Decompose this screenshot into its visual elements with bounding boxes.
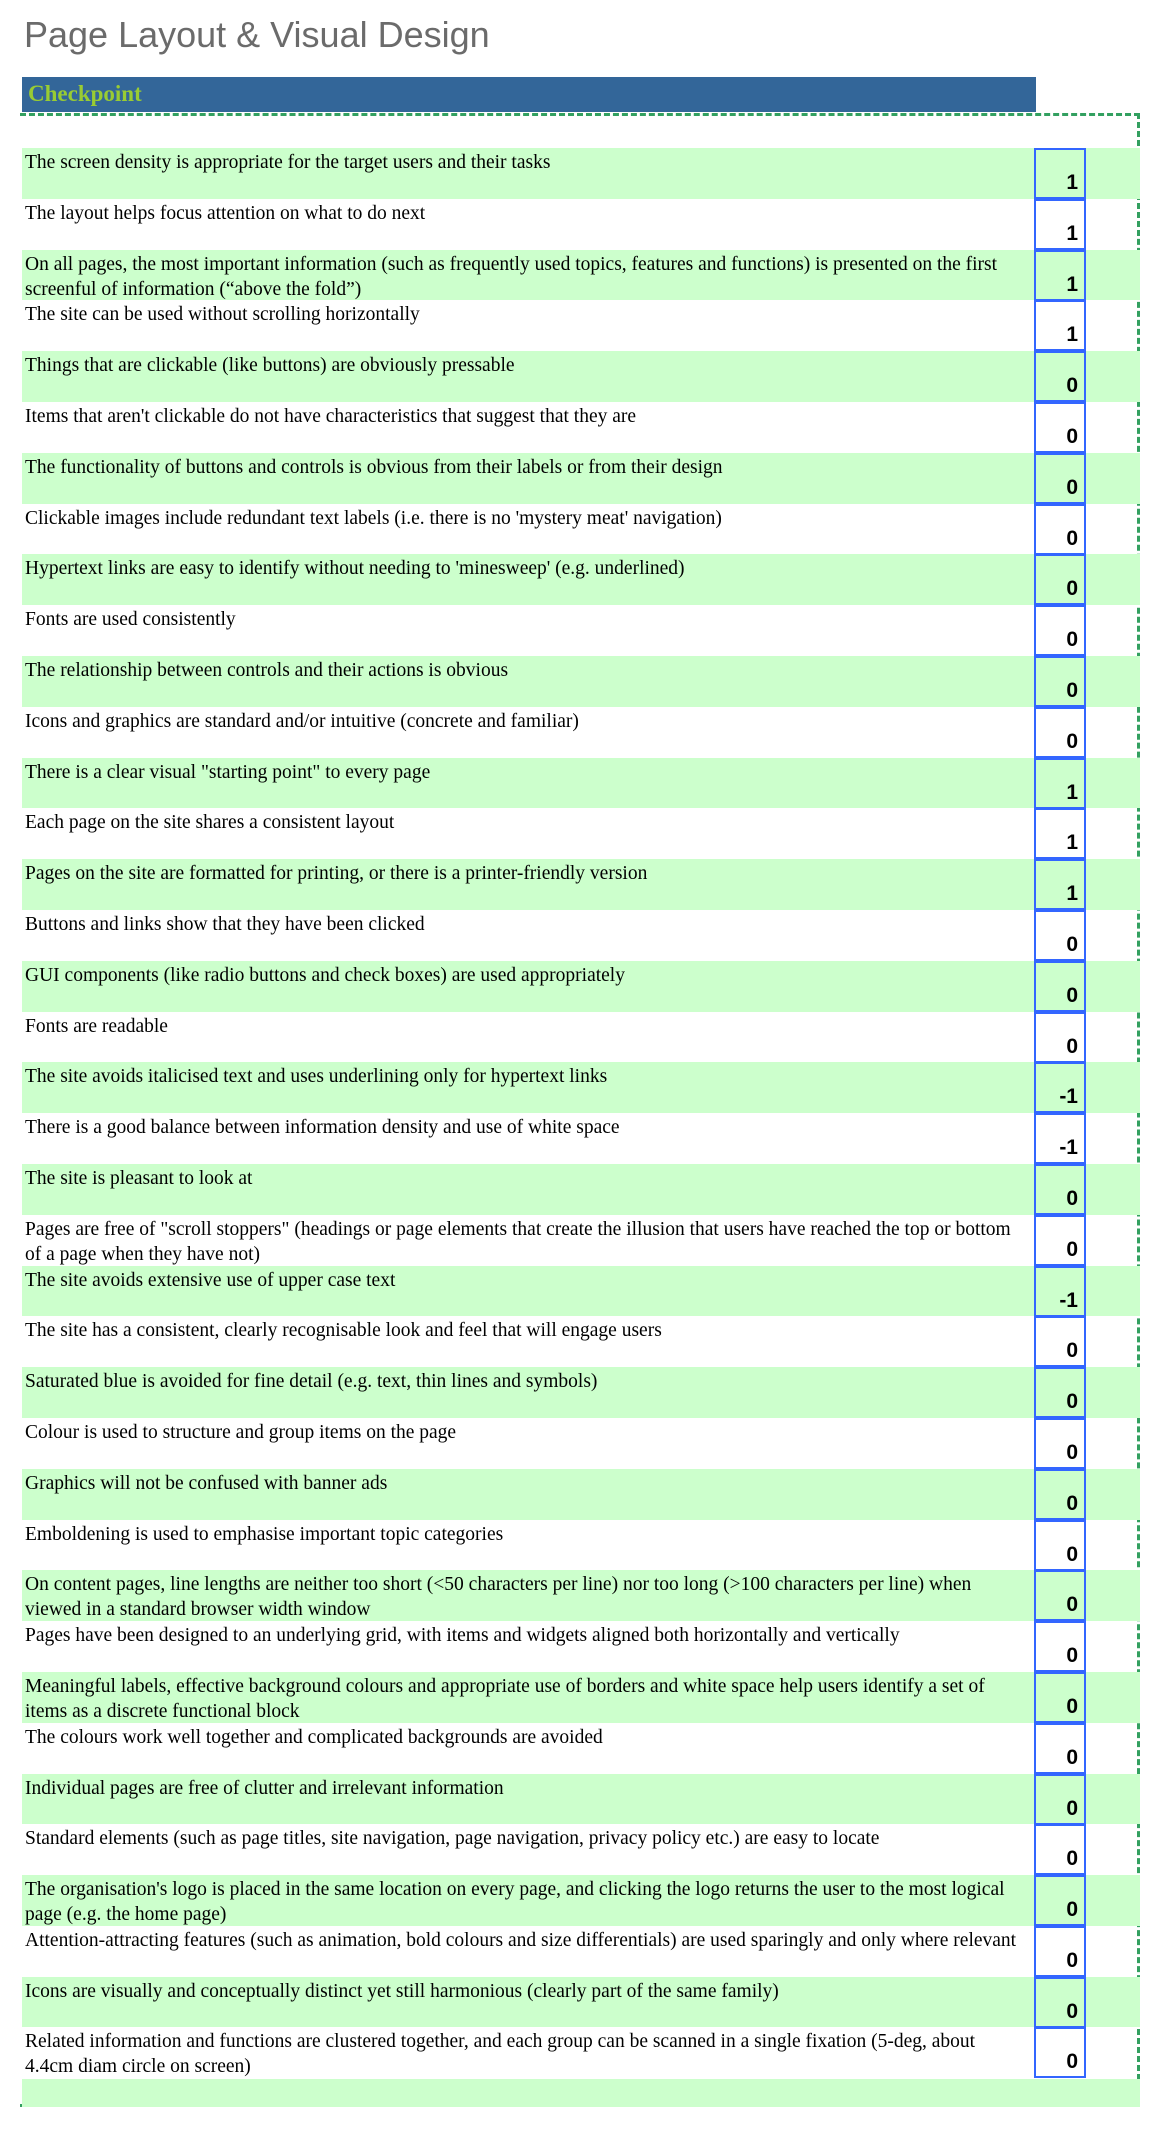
checkpoint-text: Items that aren't clickable do not have characteristics that suggest that they are (25, 405, 637, 427)
checkpoint-row (22, 1316, 1140, 1367)
score-cell[interactable] (1034, 605, 1086, 656)
score-cell[interactable] (1034, 1012, 1086, 1063)
checkpoint-row (22, 1113, 1140, 1164)
score-value: 1 (1066, 780, 1078, 804)
checkpoint-row (22, 1367, 1140, 1418)
score-cell[interactable] (1034, 1977, 1086, 2028)
score-cell[interactable] (1034, 1774, 1086, 1825)
checkpoint-row (22, 910, 1140, 961)
checkpoint-header (22, 77, 1036, 112)
score-cell[interactable] (1034, 1520, 1086, 1571)
checkpoint-text: There is a good balance between information density and use of white space (25, 1117, 620, 1139)
score-value: 0 (1066, 983, 1078, 1007)
checkpoint-row (22, 1418, 1140, 1469)
checkpoint-row (22, 859, 1140, 910)
score-value: 0 (1066, 932, 1078, 956)
score-value: 0 (1066, 1491, 1078, 1515)
checkpoint-text: Things that are clickable (like buttons) are obviously pressable (25, 355, 515, 377)
score-value: 0 (1066, 475, 1078, 499)
checkpoint-row (22, 1621, 1140, 1672)
score-cell[interactable] (1034, 199, 1086, 250)
score-cell[interactable] (1034, 808, 1086, 859)
score-value: 0 (1066, 628, 1078, 652)
checkpoint-row (22, 808, 1140, 859)
checkpoint-row (22, 148, 1140, 199)
score-cell[interactable] (1034, 351, 1086, 402)
score-cell[interactable] (1034, 758, 1086, 809)
checkpoint-text: On content pages, line lengths are neither too short (<50 characters per line) nor too long (>100 characters per line) when viewed in a standard browser width window (25, 1574, 972, 1621)
checkpoint-text: Each page on the site shares a consistent layout (25, 812, 395, 834)
checkpoint-row (22, 1977, 1140, 2028)
score-cell[interactable] (1034, 2027, 1086, 2078)
checkpoint-header-label: Checkpoint (28, 81, 142, 106)
checkpoint-text: The organisation's logo is placed in the same location on every page, and clicking the logo returns the user to the most logical page (e.g. the home page) (25, 1879, 1005, 1926)
checkpoint-row (22, 199, 1140, 250)
score-cell[interactable] (1034, 1367, 1086, 1418)
checkpoint-text: Graphics will not be confused with banner ads (25, 1472, 388, 1494)
checkpoint-row (22, 1266, 1140, 1317)
checkpoint-text: Fonts are used consistently (25, 609, 236, 631)
checkpoint-list (22, 148, 1140, 2078)
checkpoint-row (22, 605, 1140, 656)
score-cell[interactable] (1034, 148, 1086, 199)
score-value: 0 (1066, 577, 1078, 601)
checkpoint-text: The functionality of buttons and controls is obvious from their labels or from their design (25, 456, 723, 478)
checkpoint-text: The screen density is appropriate for the target users and their tasks (25, 152, 551, 173)
score-cell[interactable] (1034, 1215, 1086, 1266)
checkpoint-text: Related information and functions are clustered together, and each group can be scanned in a single fixation (5-deg, about 4.4cm diam circle on screen) (25, 2031, 976, 2078)
checkpoint-text: The layout helps focus attention on what to do next (25, 202, 426, 224)
checkpoint-row (22, 707, 1140, 758)
score-value: 0 (1066, 1999, 1078, 2023)
score-cell[interactable] (1034, 1672, 1086, 1723)
score-value: 0 (1066, 374, 1078, 398)
checkpoint-row (22, 1824, 1140, 1875)
score-cell[interactable] (1034, 554, 1086, 605)
score-value: 0 (1066, 1542, 1078, 1566)
score-value: -1 (1059, 1288, 1078, 1312)
score-cell[interactable] (1034, 1469, 1086, 1520)
score-value: 0 (1066, 526, 1078, 550)
checkpoint-text: The site has a consistent, clearly recognisable look and feel that will engage users (25, 1320, 662, 1342)
checkpoint-row (22, 402, 1140, 453)
checkpoint-row (22, 300, 1140, 351)
score-value: 0 (1066, 1440, 1078, 1464)
score-cell[interactable] (1034, 1062, 1086, 1113)
checkpoint-row (22, 1062, 1140, 1113)
score-value: 0 (1066, 729, 1078, 753)
checkpoint-text: Clickable images include redundant text labels (i.e. there is no 'mystery meat' navigation) (25, 507, 722, 529)
checkpoint-row (22, 351, 1140, 402)
score-value: 0 (1066, 1390, 1078, 1414)
checkpoint-row (22, 961, 1140, 1012)
score-cell[interactable] (1034, 859, 1086, 910)
score-value: 0 (1066, 1186, 1078, 1210)
checkpoint-row (22, 554, 1140, 605)
score-cell[interactable] (1034, 1824, 1086, 1875)
score-value: 0 (1066, 1847, 1078, 1871)
checkpoint-text: There is a clear visual "starting point" to every page (25, 761, 431, 783)
checkpoint-text: Individual pages are free of clutter and irrelevant information (25, 1777, 504, 1799)
score-cell[interactable] (1034, 453, 1086, 504)
checkpoint-text: Pages are free of "scroll stoppers" (headings or page elements that create the illusion that users have reached the top or bottom of a page when they have not) (25, 1218, 1011, 1265)
empty-row (22, 2079, 1140, 2107)
checkpoint-row (22, 1875, 1140, 1926)
checkpoint-text: Pages on the site are formatted for printing, or there is a printer-friendly version (25, 863, 648, 885)
score-cell[interactable] (1034, 1723, 1086, 1774)
score-value: 1 (1066, 882, 1078, 906)
score-cell[interactable] (1034, 1621, 1086, 1672)
checkpoint-row (22, 1215, 1140, 1266)
score-cell[interactable] (1034, 656, 1086, 707)
checkpoint-text: The site avoids extensive use of upper case text (25, 1269, 396, 1291)
score-value: 0 (1066, 424, 1078, 448)
checkpoint-text: Meaningful labels, effective background colours and appropriate use of borders and white space help users identify a set of items as a discrete functional block (25, 1675, 985, 1722)
score-value: 0 (1066, 1796, 1078, 1820)
score-value: -1 (1059, 1136, 1078, 1160)
checkpoint-row (22, 1570, 1140, 1621)
score-value: 0 (1066, 1034, 1078, 1058)
checkpoint-row (22, 250, 1140, 301)
checkpoint-row (22, 504, 1140, 555)
checkpoint-row (22, 656, 1140, 707)
score-cell[interactable] (1034, 1926, 1086, 1977)
checkpoint-text: The site can be used without scrolling horizontally (25, 304, 420, 326)
score-value: 0 (1066, 1694, 1078, 1718)
checkpoint-row (22, 1723, 1140, 1774)
score-value: 0 (1066, 1593, 1078, 1617)
score-cell[interactable] (1034, 961, 1086, 1012)
checkpoint-row (22, 453, 1140, 504)
checkpoint-row (22, 1012, 1140, 1063)
score-cell[interactable] (1034, 1266, 1086, 1317)
checkpoint-text: Fonts are readable (25, 1015, 168, 1037)
checkpoint-text: The relationship between controls and their actions is obvious (25, 659, 509, 681)
score-cell[interactable] (1034, 1316, 1086, 1367)
checkpoint-text: Emboldening is used to emphasise important topic categories (25, 1523, 504, 1545)
checkpoint-text: Pages have been designed to an underlying grid, with items and widgets aligned both horizontally and vertically (25, 1625, 900, 1647)
score-value: 1 (1066, 221, 1078, 245)
score-value: 1 (1066, 272, 1078, 296)
score-value: 0 (1066, 2050, 1078, 2074)
checkpoint-text: The site avoids italicised text and uses underlining only for hypertext links (25, 1066, 608, 1088)
checkpoint-row (22, 1926, 1140, 1977)
checkpoint-row (22, 1164, 1140, 1215)
checkpoint-row (22, 2027, 1140, 2078)
score-cell[interactable] (1034, 910, 1086, 961)
checkpoint-text: On all pages, the most important information (such as frequently used topics, features and functions) is presented on the first screenful of information (“above the fold”) (25, 253, 998, 300)
score-value: -1 (1059, 1085, 1078, 1109)
checkpoint-text: Attention-attracting features (such as animation, bold colours and size differentials) are used sparingly and only where relevant (25, 1929, 1017, 1951)
checkpoint-text: Saturated blue is avoided for fine detail (e.g. text, thin lines and symbols) (25, 1371, 598, 1393)
page-title: Page Layout & Visual Design (24, 14, 490, 55)
checkpoint-text: Buttons and links show that they have been clicked (25, 913, 425, 935)
checkpoint-text: Hypertext links are easy to identify without needing to 'minesweep' (e.g. underlined) (25, 558, 685, 580)
score-value: 1 (1066, 171, 1078, 194)
score-cell[interactable] (1034, 250, 1086, 301)
checkpoint-text: The colours work well together and complicated backgrounds are avoided (25, 1726, 603, 1748)
checkpoint-row (22, 758, 1140, 809)
score-value: 1 (1066, 323, 1078, 347)
score-cell[interactable] (1034, 504, 1086, 555)
checkpoint-row (22, 1774, 1140, 1825)
score-cell[interactable] (1034, 1113, 1086, 1164)
checkpoint-row (22, 1520, 1140, 1571)
score-cell[interactable] (1034, 707, 1086, 758)
score-value: 0 (1066, 1237, 1078, 1261)
score-cell[interactable] (1034, 1164, 1086, 1215)
checkpoint-text: Icons are visually and conceptually distinct yet still harmonious (clearly part of the same family) (25, 1980, 779, 2002)
score-value: 1 (1066, 831, 1078, 855)
score-cell[interactable] (1034, 1570, 1086, 1621)
checkpoint-row (22, 1672, 1140, 1723)
checkpoint-text: Colour is used to structure and group items on the page (25, 1421, 457, 1443)
checkpoint-text: The site is pleasant to look at (25, 1167, 253, 1189)
checkpoint-row (22, 1469, 1140, 1520)
score-value: 0 (1066, 1644, 1078, 1668)
score-value: 0 (1066, 678, 1078, 702)
score-value: 0 (1066, 1745, 1078, 1769)
score-cell[interactable] (1034, 1418, 1086, 1469)
score-cell[interactable] (1034, 402, 1086, 453)
checkpoint-text: GUI components (like radio buttons and check boxes) are used appropriately (25, 964, 625, 986)
score-value: 0 (1066, 1339, 1078, 1363)
score-value: 0 (1066, 1948, 1078, 1972)
score-value: 0 (1066, 1898, 1078, 1922)
checkpoint-text: Standard elements (such as page titles, site navigation, page navigation, privacy policy etc.) are easy to locate (25, 1828, 880, 1850)
score-cell[interactable] (1034, 1875, 1086, 1926)
checkpoint-text: Icons and graphics are standard and/or intuitive (concrete and familiar) (25, 710, 579, 732)
score-cell[interactable] (1034, 300, 1086, 351)
